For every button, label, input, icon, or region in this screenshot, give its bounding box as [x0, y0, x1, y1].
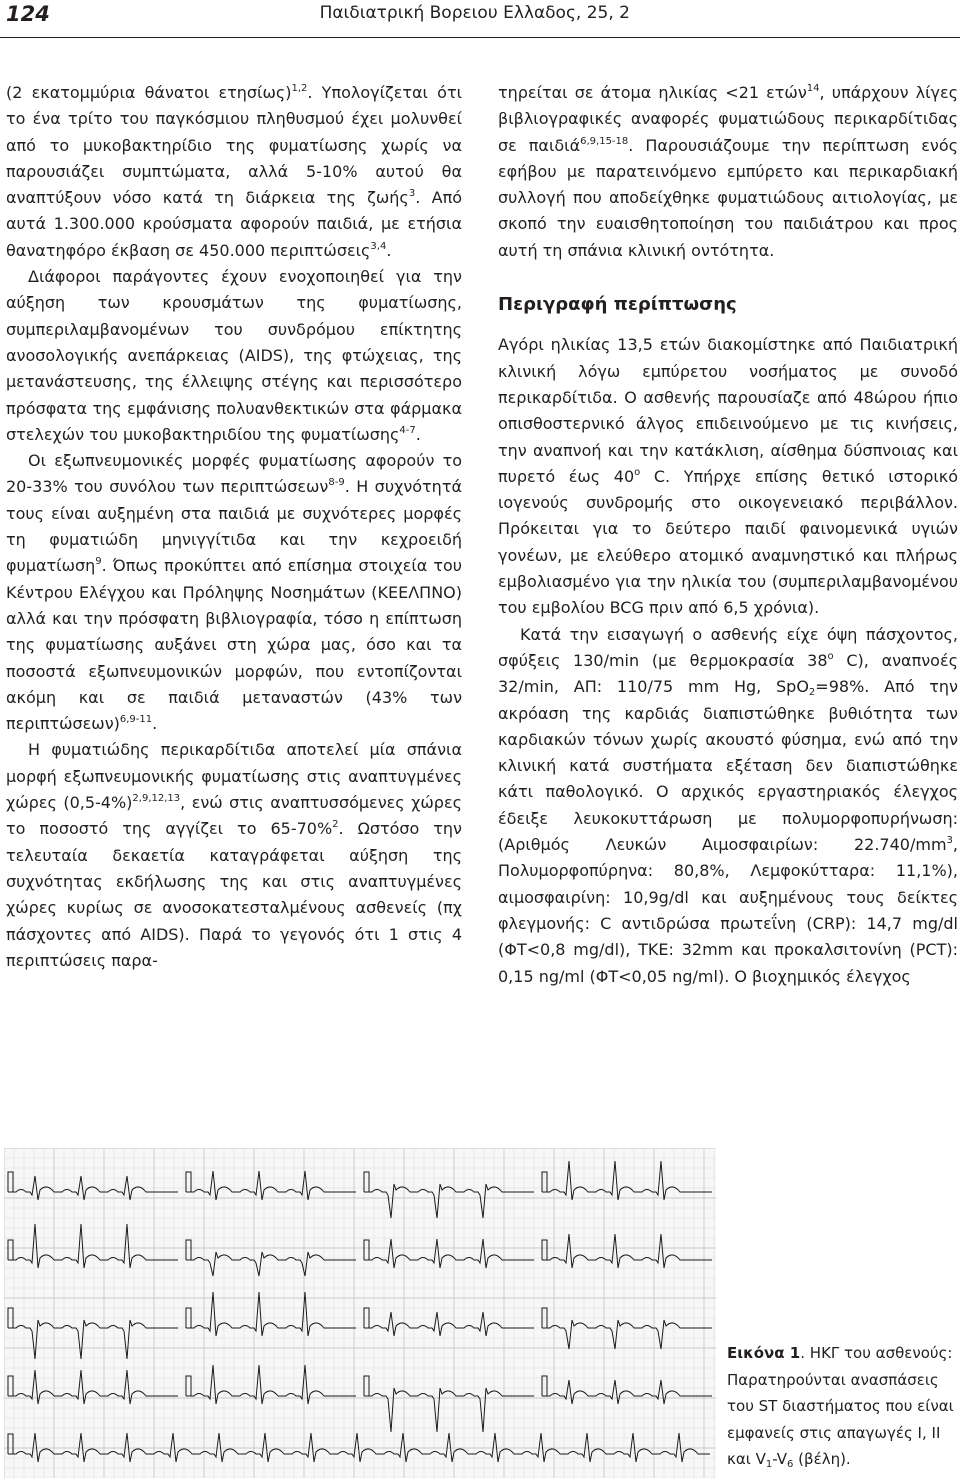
paragraph: Οι εξωπνευμονικές μορφές φυματίωσης αφορούν το 20-33% του συνόλου των περιπτώσεων$^{8-9}$. Η συχνότητά τους είναι αυξημένη στα παιδιά με συχνότερες μορφές τη φυματιώδη μηνιγγίτιδα και την κεχροειδή φυματίωση$^9$. Όπως προκύπτει από επίσημα στοιχεία του Κέντρου Ελέγχου και Πρόληψης Νοσημάτων (ΚΕΕΛΠΝΟ) αλλά και την πρόσφατη βιβλιογραφία, τόσο η επίπτωση της φυματίωσης αυξάνει στη χώρα μας, όσο και τα ποσοστά εξωπνευμονικών μορφών, που εντοπίζονται ακόμη και σε παιδιά μεταναστών (43% των περιπτώσεων)$^{6,9-11}$. — [6, 451, 463, 734]
paragraph: Κατά την εισαγωγή ο ασθενής είχε όψη πάσχοντος, σφύξεις 130/min (με θερμοκρασία $38^o$ C), αναπνοές 32/min, ΑΠ: 110/75 mm Hg, SpO$_2$=98%. Από την ακρόαση της καρδιάς διαπιστώθηκε βυθιότητα των καρδιακών τόνων χωρίς ακουστό φύσημα, ενώ από την κλινική κατά συστήματα εξέταση δεν διαπιστώθηκε κάτι παθολογικό. Ο αρχικός εργαστηριακός έλεγχος έδειξε λευκοκυττάρωση με πολυμορφοπυρήνωση: (Αριθμός Λευκών Αιμοσφαιρίων: $22.740/mm^3$, Πολυμορφοπύρηνα: 80,8%, Λεμφοκύτταρα: 11,1%), αιμοσφαιρίνη: 10,9g/dl και αυξημένους τους δείκτες φλεγμονής: C αντιδρώσα πρωτεΐνη (CRP): 14,7 mg/dl (ΦΤ<0,8 mg/dl), ΤΚΕ: 32mm και προκαλσιτονίνη (PCT): 0,15 ng/ml (ΦΤ<0,05 ng/ml). Ο βιοχημικός έλεγχος — [498, 624, 958, 986]
header-rule — [0, 37, 960, 38]
paragraph: Η φυματιώδης περικαρδίτιδα αποτελεί μία σπάνια μορφή εξωπνευμονικής φυματίωσης στις αναπτυγμένες χώρες $(0,5-4\%)^{2,9,12,13}$, ενώ στις αναπτυσσόμενες χώρες το ποσοστό της αγγίζει το 65-70%$^2$. Ωστόσο την τελευταία δεκαετία καταγράφεται αύξηση της συχνότητας εκδήλωσης της και στις αναπτυγμένες χώρες κυρίως σε ανοσοκατεσταλμένους ασθενείς (πχ πάσχοντες από AIDS). Παρά το γεγονός ότι 1 στις 4 περιπτώσεις παρα- — [6, 740, 462, 970]
ecg-figure — [4, 1148, 716, 1478]
page-header — [0, 0, 960, 38]
figure-caption: Εικόνα 1. ΗΚΓ του ασθενούς: Παρατηρούνται ανασπάσεις του ST διαστήματος που είναι εμφανείς στις απαγωγές I, II και $V_1-V_6$ (βέλη). — [727, 1344, 954, 1470]
journal-title: Παιδιατρική Βορειου Ελλαδος, 25, 2 — [319, 3, 630, 23]
left-column — [6, 80, 462, 974]
paragraph: Αγόρι ηλικίας 13,5 ετών διακομίστηκε από Παιδιατρική κλινική λόγω εμπύρετου νοσήματος με συνοδό περικαρδίτιδα. Ο ασθενής παρουσίαζε από 48ώρου ήπιο οπισθοστερνικό άλγος επιδεινούμενο με τις κινήσεις, την αναπνοή και την κατάκλιση, αίσθημα δύσπνοιας και πυρετό έως $40^o$ C. Υπήρχε επίσης θετικό ιστορικό ιογενούς συνδρομής στο οικογενειακό περιβάλλον. Πρόκειται για το δεύτερο παιδί φαινομενικά υγιών γονέων, με ελεύθερο ατομικό αναμνηστικό και πλήρως εμβολιασμένο για την ηλικία του (συμπεριλαμβανομένου του εμβολίου BCG πριν από 6,5 χρόνια). — [498, 335, 958, 618]
right-column — [498, 80, 958, 990]
paragraph: τηρείται σε άτομα ηλικίας <21 ετών$^{14}$, υπάρχουν λίγες βιβλιογραφικές αναφορές φυματιώδους περικαρδίτιδας σε παιδιά$^{6,9,15-18}$. Παρουσιάζουμε την περίπτωση ενός εφήβου με παρατεινόμενο εμπύρετο και περικαρδιακή συλλογή που αποδείχθηκε φυματιώδους αιτιολογίας, με σκοπό την ευαισθητοποίηση του παιδιάτρου και προς αυτή τη σπάνια κλινική οντότητα. — [498, 83, 959, 260]
section-heading: Περιγραφή περίπτωσης — [498, 294, 737, 316]
paragraph: (2 εκατομμύρια θάνατοι ετησίως)$^{1,2}$. Υπολογίζεται ότι το ένα τρίτο του παγκόσμιου πληθυσμού έχει μολυνθεί από το μυκοβακτηρίδιο της φυματίωσης χωρίς να παρουσιάζει συμπτώματα, αλλά 5-10% αυτού θα αναπτύξουν νόσο κατά τη διάρκεια της ζωής$^3$. Από αυτά 1.300.000 κρούσματα αφορούν παιδιά, με ετήσια θανατηφόρο έκβαση σε 450.000 περιπτώσεις$^{3,4}$. — [6, 83, 463, 260]
figure-label: Εικόνα 1 — [727, 1344, 801, 1362]
paragraph: Διάφοροι παράγοντες έχουν ενοχοποιηθεί για την αύξηση των κρουσμάτων της φυματίωσης, συμπεριλαμβανομένων του συνδρόμου επίκτητης ανοσολογικής ανεπάρκειας (AIDS), της φτώχειας, της μετανάστευσης, της έλλειψης στέγης και περισσότερο πρόσφατα της εμφάνισης πολυανθεκτικών στα φάρμακα στελεχών του μυκοβακτηριδίου της φυματίωσης$^{4-7}$. — [6, 267, 462, 444]
page-number: 124 — [6, 2, 50, 26]
ecg-background — [4, 1148, 716, 1478]
